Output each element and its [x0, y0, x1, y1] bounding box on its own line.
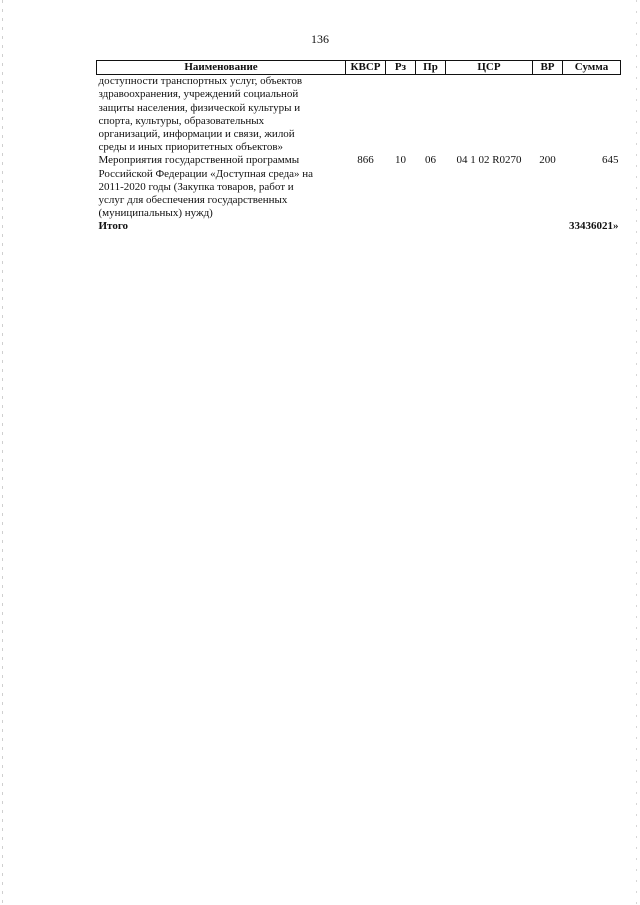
row-name-cell: [97, 75, 346, 155]
page-number: 136: [311, 32, 329, 46]
total-row: [97, 220, 621, 233]
name-line: среды и иных приоритетных объектов»: [98, 141, 284, 154]
header-name: Наименование: [97, 61, 346, 75]
name-line: доступности транспортных услуг, объектов: [98, 75, 303, 88]
name-line: Мероприятия государственной программы: [98, 154, 300, 167]
header-sum: Сумма: [563, 61, 621, 75]
csr-cell: 04 1 02 R0270: [456, 154, 522, 167]
table-header-row: [97, 61, 621, 75]
budget-table: [96, 60, 621, 234]
vr-cell: 200: [539, 154, 556, 167]
rz-cell: 10: [395, 154, 406, 167]
table-row: [97, 154, 621, 220]
table-row-continuation: [97, 75, 621, 155]
name-line: (муниципальных) нужд): [98, 207, 213, 220]
total-label: Итого: [98, 220, 129, 233]
name-line: спорта, культуры, образовательных: [98, 114, 265, 127]
header-kvsr: КВСР: [346, 61, 386, 75]
name-line: организаций, информации и связи, жилой: [98, 128, 295, 141]
kvsr-cell: 866: [357, 154, 374, 167]
sum-cell: 645: [602, 154, 619, 167]
name-line: услуг для обеспечения государственных: [98, 194, 288, 207]
row-name-cell: [97, 154, 346, 220]
name-line: Российской Федерации «Доступная среда» на: [98, 167, 314, 180]
name-line: 2011-2020 годы (Закупка товаров, работ и: [98, 180, 294, 193]
name-line: здравоохранения, учреждений социальной: [98, 88, 299, 101]
header-vr: ВР: [533, 61, 563, 75]
scan-edge-right: [636, 0, 637, 905]
scan-edge-left: [2, 0, 3, 905]
total-sum: 33436021»: [569, 220, 619, 233]
header-pr: Пр: [416, 61, 446, 75]
pr-cell: 06: [425, 154, 436, 167]
header-csr: ЦСР: [446, 61, 533, 75]
name-line: защиты населения, физической культуры и: [98, 101, 301, 114]
header-rz: Рз: [386, 61, 416, 75]
